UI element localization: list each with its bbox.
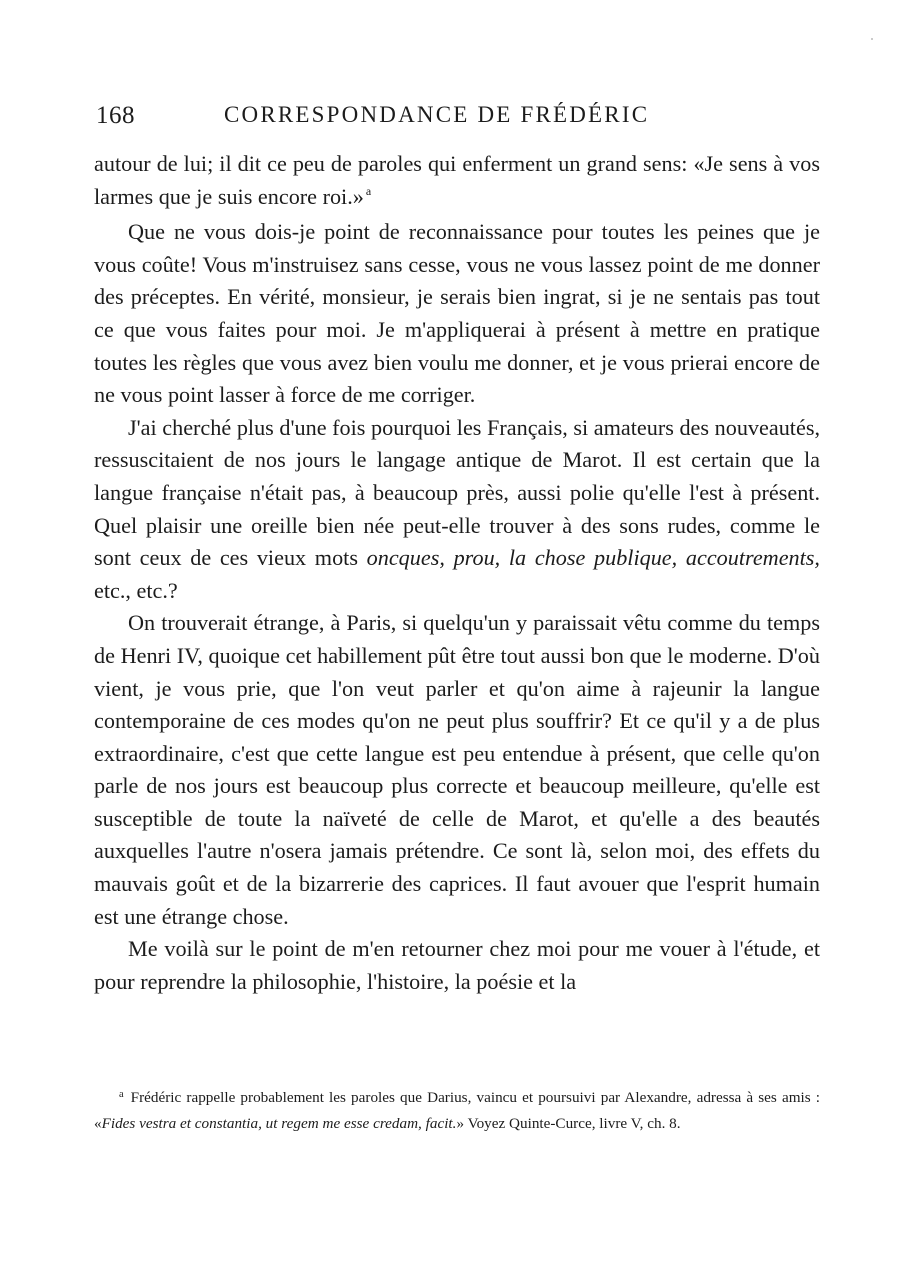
paragraph-text: Que ne vous dois-je point de reconnaissance pour toutes les peines que je vous coûte! Vous m'instruisez sans cesse, vous ne vous lassez point de me donner des préceptes. En vérité, monsieur, je serais bien ingrat, si je ne sentais pas tout ce que vous faites pour moi. Je m'appliquerai à présent à mettre en pratique toutes les règles que vous avez bien voulu me donner, et je vous prierai encore de ne vous point lasser à force de me corriger.	[94, 219, 820, 408]
paragraph-text: Me voilà sur le point de m'en retourner chez moi pour me vouer à l'étude, et pour reprendre la philosophie, l'histoire, la poésie et la	[94, 936, 820, 994]
scan-speck	[871, 38, 873, 40]
footnote-latin-quote: Fides vestra et constantia, ut regem me esse credam, facit.	[101, 1115, 457, 1133]
paragraph-return-home	[94, 933, 820, 998]
paragraph-continuation	[94, 148, 820, 216]
footnote-text-end: » Voyez Quinte-Curce, livre V, ch. 8.	[456, 1115, 681, 1133]
paragraph-henri-iv	[94, 607, 820, 933]
footnotes	[94, 1086, 820, 1137]
footnote-reference: a	[365, 183, 372, 198]
paragraph-marot-language	[94, 412, 820, 608]
paragraph-gratitude	[94, 216, 820, 412]
footnote-text: Frédéric rappelle probablement les paroles que Darius, vaincu et poursuivi par Alexandre, adressa à ses amis : «	[94, 1089, 820, 1133]
page-number: 168	[96, 102, 135, 129]
paragraph-text: autour de lui; il dit ce peu de paroles qui enferment un grand sens: «Je sens à vos larmes que je suis encore roi.»	[94, 151, 820, 209]
footnote-marker: a	[119, 1089, 124, 1100]
paragraph-text: J'ai cherché plus d'une fois pourquoi les Français, si amateurs des nouveautés, ressuscitaient de nos jours le langage antique de Marot. Il est certain que la langue française n'était pas, à beaucoup près, aussi polie qu'elle l'est à présent. Quel plaisir une oreille bien née peut-elle trouver à des sons rudes, comme le sont ceux de ces vieux mots	[94, 414, 820, 571]
running-header	[94, 102, 820, 138]
italic-old-words: oncques, prou, la chose publique, accoutrements,	[366, 545, 820, 571]
running-title: CORRESPONDANCE DE FRÉDÉRIC	[224, 102, 650, 127]
paragraph-text-end: etc., etc.?	[94, 577, 178, 603]
footnote-a	[94, 1086, 820, 1137]
paragraph-text: On trouverait étrange, à Paris, si quelqu'un y paraissait vêtu comme du temps de Henri IV, quoique cet habillement pût être tout aussi bon que le moderne. D'où vient, je vous prie, que l'on veut parler et qu'on aime à rajeunir la langue contemporaine de ces modes qu'on ne peut plus souffrir? Et ce qu'il y a de plus extraordinaire, c'est que cette langue est peu entendue à présent, que celle qu'on parle de nos jours est beaucoup plus correcte et beaucoup meilleure, qu'elle est susceptible de toute la naïveté de celle de Marot, et qu'elle a des beautés auxquelles l'autre n'osera jamais prétendre. Ce sont là, selon moi, des effets du mauvais goût et de la bizarrerie des caprices. Il faut avouer que l'esprit humain est une étrange chose.	[94, 610, 820, 929]
body-text	[94, 148, 820, 998]
